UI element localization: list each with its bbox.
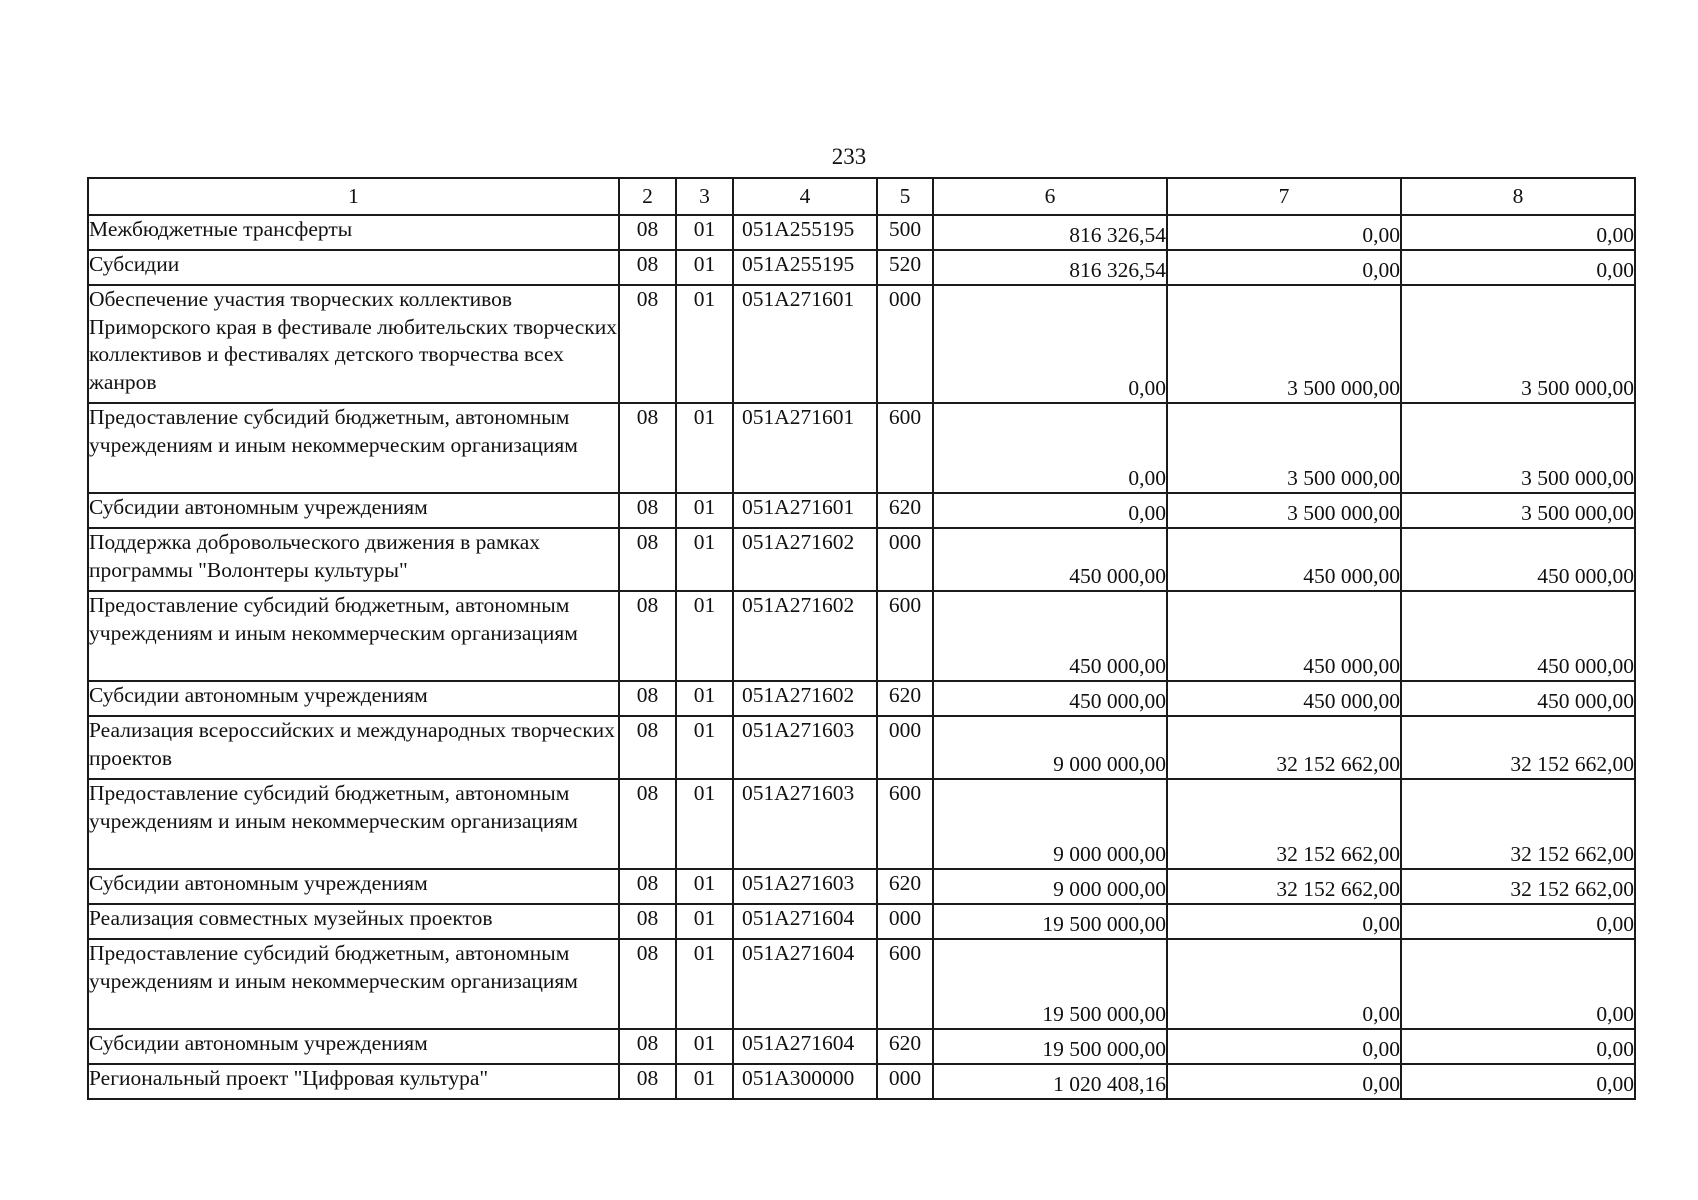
header-cell-1: 1 (88, 178, 619, 215)
cell-amount-7: 0,00 (1167, 250, 1401, 285)
cell-name: Реализация всероссийских и международных творческих проектов (88, 716, 619, 779)
table-row (88, 1029, 1635, 1064)
cell-target-code: 051A271601 (733, 493, 877, 528)
cell-expense-type: 620 (877, 869, 933, 904)
cell-name: Субсидии (88, 250, 619, 285)
cell-target-code: 051A271604 (733, 939, 877, 1029)
table-row (88, 250, 1635, 285)
cell-expense-type: 620 (877, 493, 933, 528)
cell-section: 08 (619, 869, 676, 904)
table-body (88, 215, 1635, 1099)
table-row (88, 716, 1635, 779)
cell-subsection: 01 (676, 591, 733, 681)
table-row (88, 403, 1635, 493)
table-row (88, 779, 1635, 869)
cell-amount-6: 19 500 000,00 (933, 904, 1167, 939)
cell-subsection: 01 (676, 285, 733, 403)
cell-amount-6: 0,00 (933, 285, 1167, 403)
cell-section: 08 (619, 1064, 676, 1099)
cell-amount-6: 1 020 408,16 (933, 1064, 1167, 1099)
cell-target-code: 051A271603 (733, 716, 877, 779)
cell-name: Региональный проект "Цифровая культура" (88, 1064, 619, 1099)
cell-section: 08 (619, 591, 676, 681)
cell-subsection: 01 (676, 869, 733, 904)
cell-name: Поддержка добровольческого движения в рамках программы "Волонтеры культуры" (88, 528, 619, 591)
cell-amount-6: 19 500 000,00 (933, 939, 1167, 1029)
cell-amount-7: 0,00 (1167, 904, 1401, 939)
header-cell-4: 4 (733, 178, 877, 215)
table-row (88, 285, 1635, 403)
cell-subsection: 01 (676, 779, 733, 869)
cell-amount-8: 3 500 000,00 (1401, 493, 1635, 528)
cell-amount-6: 816 326,54 (933, 250, 1167, 285)
cell-section: 08 (619, 215, 676, 250)
cell-section: 08 (619, 716, 676, 779)
cell-amount-7: 0,00 (1167, 1029, 1401, 1064)
cell-amount-6: 0,00 (933, 493, 1167, 528)
cell-section: 08 (619, 493, 676, 528)
cell-expense-type: 000 (877, 528, 933, 591)
cell-name: Реализация совместных музейных проектов (88, 904, 619, 939)
cell-target-code: 051A271602 (733, 528, 877, 591)
cell-subsection: 01 (676, 1029, 733, 1064)
cell-section: 08 (619, 403, 676, 493)
cell-amount-7: 450 000,00 (1167, 681, 1401, 716)
cell-expense-type: 600 (877, 779, 933, 869)
table-row (88, 939, 1635, 1029)
cell-name: Предоставление субсидий бюджетным, автономным учреждениям и иным некоммерческим организациям (88, 779, 619, 869)
cell-amount-8: 450 000,00 (1401, 528, 1635, 591)
table-row (88, 493, 1635, 528)
cell-name: Субсидии автономным учреждениям (88, 493, 619, 528)
cell-name: Субсидии автономным учреждениям (88, 681, 619, 716)
cell-subsection: 01 (676, 1064, 733, 1099)
cell-expense-type: 620 (877, 1029, 933, 1064)
cell-amount-6: 450 000,00 (933, 681, 1167, 716)
header-cell-5: 5 (877, 178, 933, 215)
header-cell-6: 6 (933, 178, 1167, 215)
cell-target-code: 051A271603 (733, 779, 877, 869)
cell-amount-6: 9 000 000,00 (933, 869, 1167, 904)
cell-expense-type: 000 (877, 1064, 933, 1099)
cell-section: 08 (619, 1029, 676, 1064)
budget-table (87, 177, 1636, 1100)
cell-amount-8: 3 500 000,00 (1401, 285, 1635, 403)
page-number: 233 (831, 144, 867, 169)
cell-section: 08 (619, 779, 676, 869)
cell-amount-8: 0,00 (1401, 1029, 1635, 1064)
cell-amount-6: 9 000 000,00 (933, 779, 1167, 869)
cell-amount-7: 0,00 (1167, 1064, 1401, 1099)
cell-target-code: 051A271602 (733, 591, 877, 681)
cell-subsection: 01 (676, 904, 733, 939)
cell-subsection: 01 (676, 403, 733, 493)
cell-section: 08 (619, 904, 676, 939)
cell-subsection: 01 (676, 493, 733, 528)
cell-expense-type: 620 (877, 681, 933, 716)
table-row (88, 591, 1635, 681)
cell-target-code: 051A255195 (733, 250, 877, 285)
header-cell-8: 8 (1401, 178, 1635, 215)
cell-amount-7: 3 500 000,00 (1167, 403, 1401, 493)
table-row (88, 904, 1635, 939)
cell-target-code: 051A300000 (733, 1064, 877, 1099)
cell-expense-type: 000 (877, 716, 933, 779)
cell-amount-8: 32 152 662,00 (1401, 779, 1635, 869)
cell-section: 08 (619, 528, 676, 591)
cell-target-code: 051A271601 (733, 285, 877, 403)
cell-expense-type: 000 (877, 904, 933, 939)
cell-subsection: 01 (676, 528, 733, 591)
cell-name: Субсидии автономным учреждениям (88, 869, 619, 904)
cell-amount-7: 0,00 (1167, 215, 1401, 250)
cell-section: 08 (619, 250, 676, 285)
cell-amount-7: 32 152 662,00 (1167, 779, 1401, 869)
cell-name: Предоставление субсидий бюджетным, автономным учреждениям и иным некоммерческим организациям (88, 939, 619, 1029)
cell-name: Субсидии автономным учреждениям (88, 1029, 619, 1064)
cell-expense-type: 600 (877, 403, 933, 493)
cell-subsection: 01 (676, 939, 733, 1029)
cell-name: Обеспечение участия творческих коллективов Приморского края в фестивале любительских творческих коллективов и фестивалях детского творчества всех жанров (88, 285, 619, 403)
cell-target-code: 051A271602 (733, 681, 877, 716)
table-row (88, 528, 1635, 591)
cell-section: 08 (619, 939, 676, 1029)
cell-amount-6: 816 326,54 (933, 215, 1167, 250)
cell-subsection: 01 (676, 716, 733, 779)
cell-amount-6: 9 000 000,00 (933, 716, 1167, 779)
cell-amount-8: 0,00 (1401, 1064, 1635, 1099)
cell-amount-8: 0,00 (1401, 904, 1635, 939)
cell-expense-type: 500 (877, 215, 933, 250)
cell-section: 08 (619, 285, 676, 403)
cell-amount-6: 19 500 000,00 (933, 1029, 1167, 1064)
cell-amount-7: 3 500 000,00 (1167, 493, 1401, 528)
cell-subsection: 01 (676, 681, 733, 716)
cell-section: 08 (619, 681, 676, 716)
header-cell-3: 3 (676, 178, 733, 215)
cell-subsection: 01 (676, 250, 733, 285)
cell-name: Межбюджетные трансферты (88, 215, 619, 250)
table-row (88, 869, 1635, 904)
cell-expense-type: 600 (877, 939, 933, 1029)
cell-expense-type: 520 (877, 250, 933, 285)
cell-target-code: 051A271604 (733, 1029, 877, 1064)
cell-amount-6: 450 000,00 (933, 528, 1167, 591)
cell-subsection: 01 (676, 215, 733, 250)
cell-amount-6: 450 000,00 (933, 591, 1167, 681)
cell-amount-8: 450 000,00 (1401, 591, 1635, 681)
cell-amount-8: 0,00 (1401, 250, 1635, 285)
header-row (88, 178, 1635, 215)
cell-target-code: 051A271601 (733, 403, 877, 493)
cell-amount-8: 0,00 (1401, 215, 1635, 250)
cell-amount-7: 3 500 000,00 (1167, 285, 1401, 403)
cell-amount-6: 0,00 (933, 403, 1167, 493)
cell-amount-7: 32 152 662,00 (1167, 869, 1401, 904)
header-cell-2: 2 (619, 178, 676, 215)
table-row (88, 1064, 1635, 1099)
table-row (88, 215, 1635, 250)
cell-target-code: 051A271603 (733, 869, 877, 904)
cell-amount-8: 3 500 000,00 (1401, 403, 1635, 493)
cell-amount-8: 32 152 662,00 (1401, 716, 1635, 779)
table-row (88, 681, 1635, 716)
cell-amount-7: 0,00 (1167, 939, 1401, 1029)
header-cell-7: 7 (1167, 178, 1401, 215)
cell-expense-type: 000 (877, 285, 933, 403)
cell-amount-8: 0,00 (1401, 939, 1635, 1029)
cell-amount-7: 450 000,00 (1167, 528, 1401, 591)
cell-amount-8: 450 000,00 (1401, 681, 1635, 716)
cell-name: Предоставление субсидий бюджетным, автономным учреждениям и иным некоммерческим организациям (88, 403, 619, 493)
cell-target-code: 051A271604 (733, 904, 877, 939)
cell-amount-8: 32 152 662,00 (1401, 869, 1635, 904)
cell-name: Предоставление субсидий бюджетным, автономным учреждениям и иным некоммерческим организациям (88, 591, 619, 681)
cell-amount-7: 32 152 662,00 (1167, 716, 1401, 779)
cell-amount-7: 450 000,00 (1167, 591, 1401, 681)
cell-target-code: 051A255195 (733, 215, 877, 250)
cell-expense-type: 600 (877, 591, 933, 681)
